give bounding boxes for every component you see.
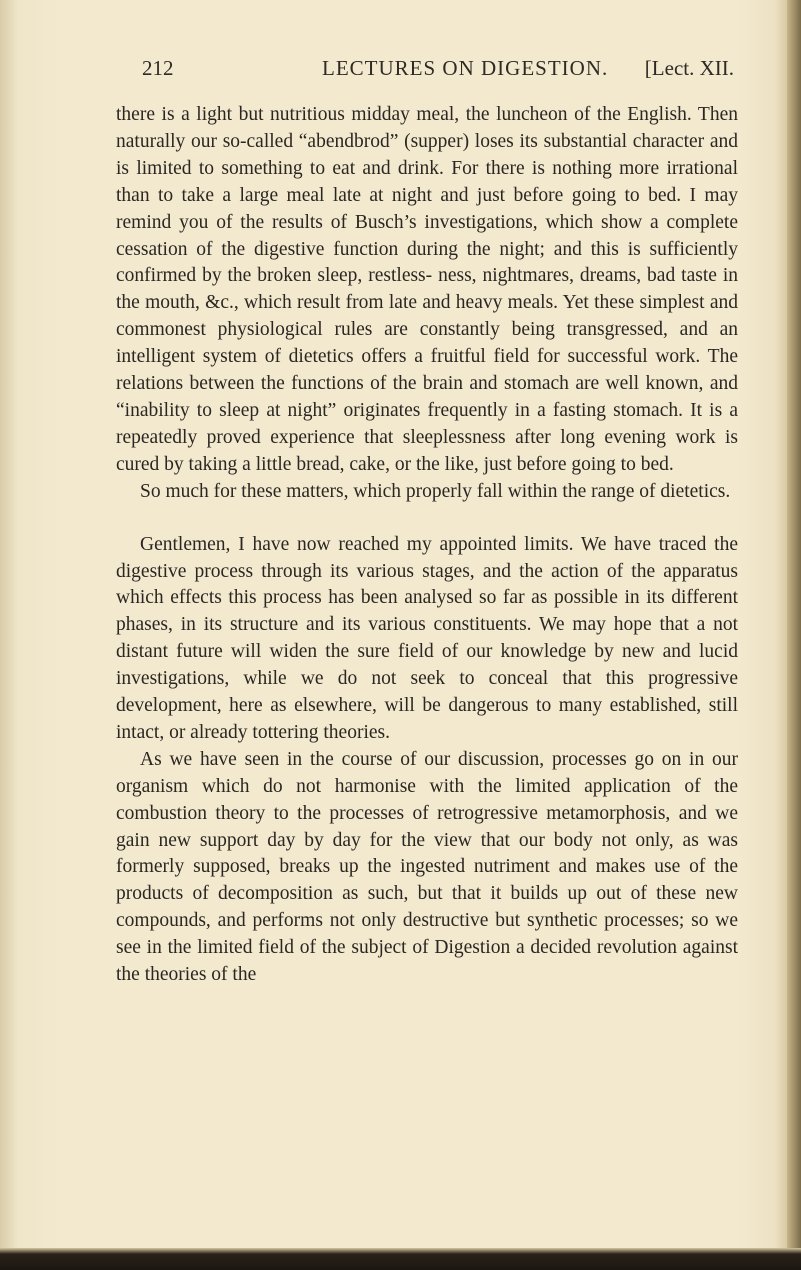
page-edge-right	[787, 0, 801, 1270]
paragraph-2: So much for these matters, which properly fall within the range of dietetics.	[140, 480, 731, 502]
page-number: 212	[142, 56, 174, 80]
paragraph-4: As we have seen in the course of our discussion, processes go on in our organism which do not harmonise with the limited application of the combustion theory to the processes of retrogressive metamorphosis, and we gain new support day by day for the view that our body not only, as was formerly supposed, breaks up the ingested nutriment and makes use of the products of decomposition as such, but that it builds up out of these new compounds, and performs not only destructive but synthetic processes; so we see in the limited field of the subject of Digestion a decided revolution against the theories of the	[116, 748, 738, 986]
paragraph-3: Gentlemen, I have now reached my appointed limits. We have traced the digestive process through its various stages, and the action of the apparatus which effects this process has been analysed so far as possible in its different phases, in its structure and its various constituents. We may hope that a not distant future will widen the sure field of our knowledge by new and lucid investigations, while we do not seek to conceal that this progressive development, here as elsewhere, will be dangerous to many established, still intact, or already tottering theories.	[116, 533, 738, 743]
body-text	[116, 102, 738, 989]
running-title: LECTURES ON DIGESTION.	[322, 56, 609, 80]
lecture-reference: [Lect. XII.	[644, 56, 734, 80]
page-edge-bottom	[0, 1248, 801, 1270]
running-header	[142, 56, 734, 86]
paragraph-1: there is a light but nutritious midday meal, the luncheon of the English. Then naturally our so-called “abendbrod” (supper) loses its substantial character and is limited to something to eat and drink. For there is nothing more irrational than to take a large meal late at night and just before going to bed. I may remind you of the results of Busch’s investigations, which show a complete cessation of the digestive function during the night; and this is sufficiently confirmed by the broken sleep, restless- ness, nightmares, dreams, bad taste in the mouth, &c., which result from late and heavy meals. Yet these simplest and commonest physiological rules are constantly being transgressed, and an intelligent system of dietetics offers a fruitful field for successful work. The relations between the functions of the brain and stomach are well known, and “inability to sleep at night” originates frequently in a fasting stomach. It is a repeatedly proved experience that sleeplessness after long evening work is cured by taking a little bread, cake, or the like, just before going to bed.	[116, 104, 738, 475]
